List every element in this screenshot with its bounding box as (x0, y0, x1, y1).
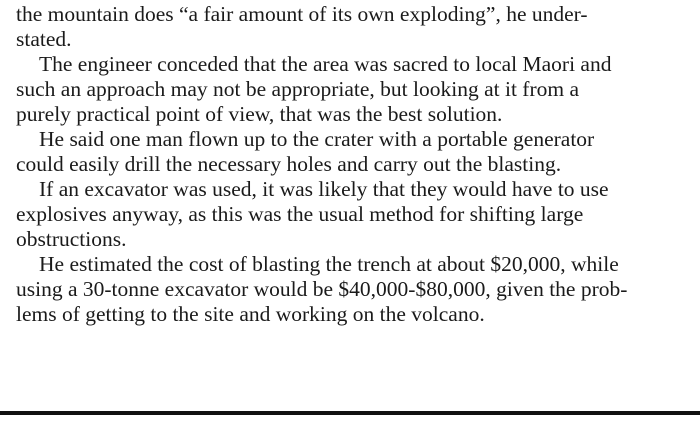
text-line: could easily drill the necessary holes and carry out the blasting. (16, 152, 562, 176)
section-divider (0, 411, 700, 415)
text-line: obstructions. (16, 227, 127, 251)
text-line: lems of getting to the site and working on the volcano. (16, 302, 485, 326)
paragraph-3 (16, 127, 684, 177)
text-line: He said one man flown up to the crater with a portable generator (39, 127, 595, 151)
text-line: using a 30-tonne excavator would be $40,000-$80,000, given the prob- (16, 277, 628, 301)
paragraph-1 (16, 2, 684, 52)
text-line: He estimated the cost of blasting the trench at about $20,000, while (39, 252, 619, 276)
text-line: The engineer conceded that the area was sacred to local Maori and (39, 52, 612, 76)
paragraph-5 (16, 252, 684, 327)
paragraph-2 (16, 52, 684, 127)
text-line: stated. (16, 27, 72, 51)
text-line: purely practical point of view, that was the best solution. (16, 102, 503, 126)
text-line: explosives anyway, as this was the usual method for shifting large (16, 202, 584, 226)
text-line: If an excavator was used, it was likely that they would have to use (39, 177, 609, 201)
text-line: the mountain does “a fair amount of its own exploding”, he under- (16, 2, 588, 26)
article-text (16, 2, 684, 327)
text-line: such an approach may not be appropriate, but looking at it from a (16, 77, 580, 101)
paragraph-4 (16, 177, 684, 252)
